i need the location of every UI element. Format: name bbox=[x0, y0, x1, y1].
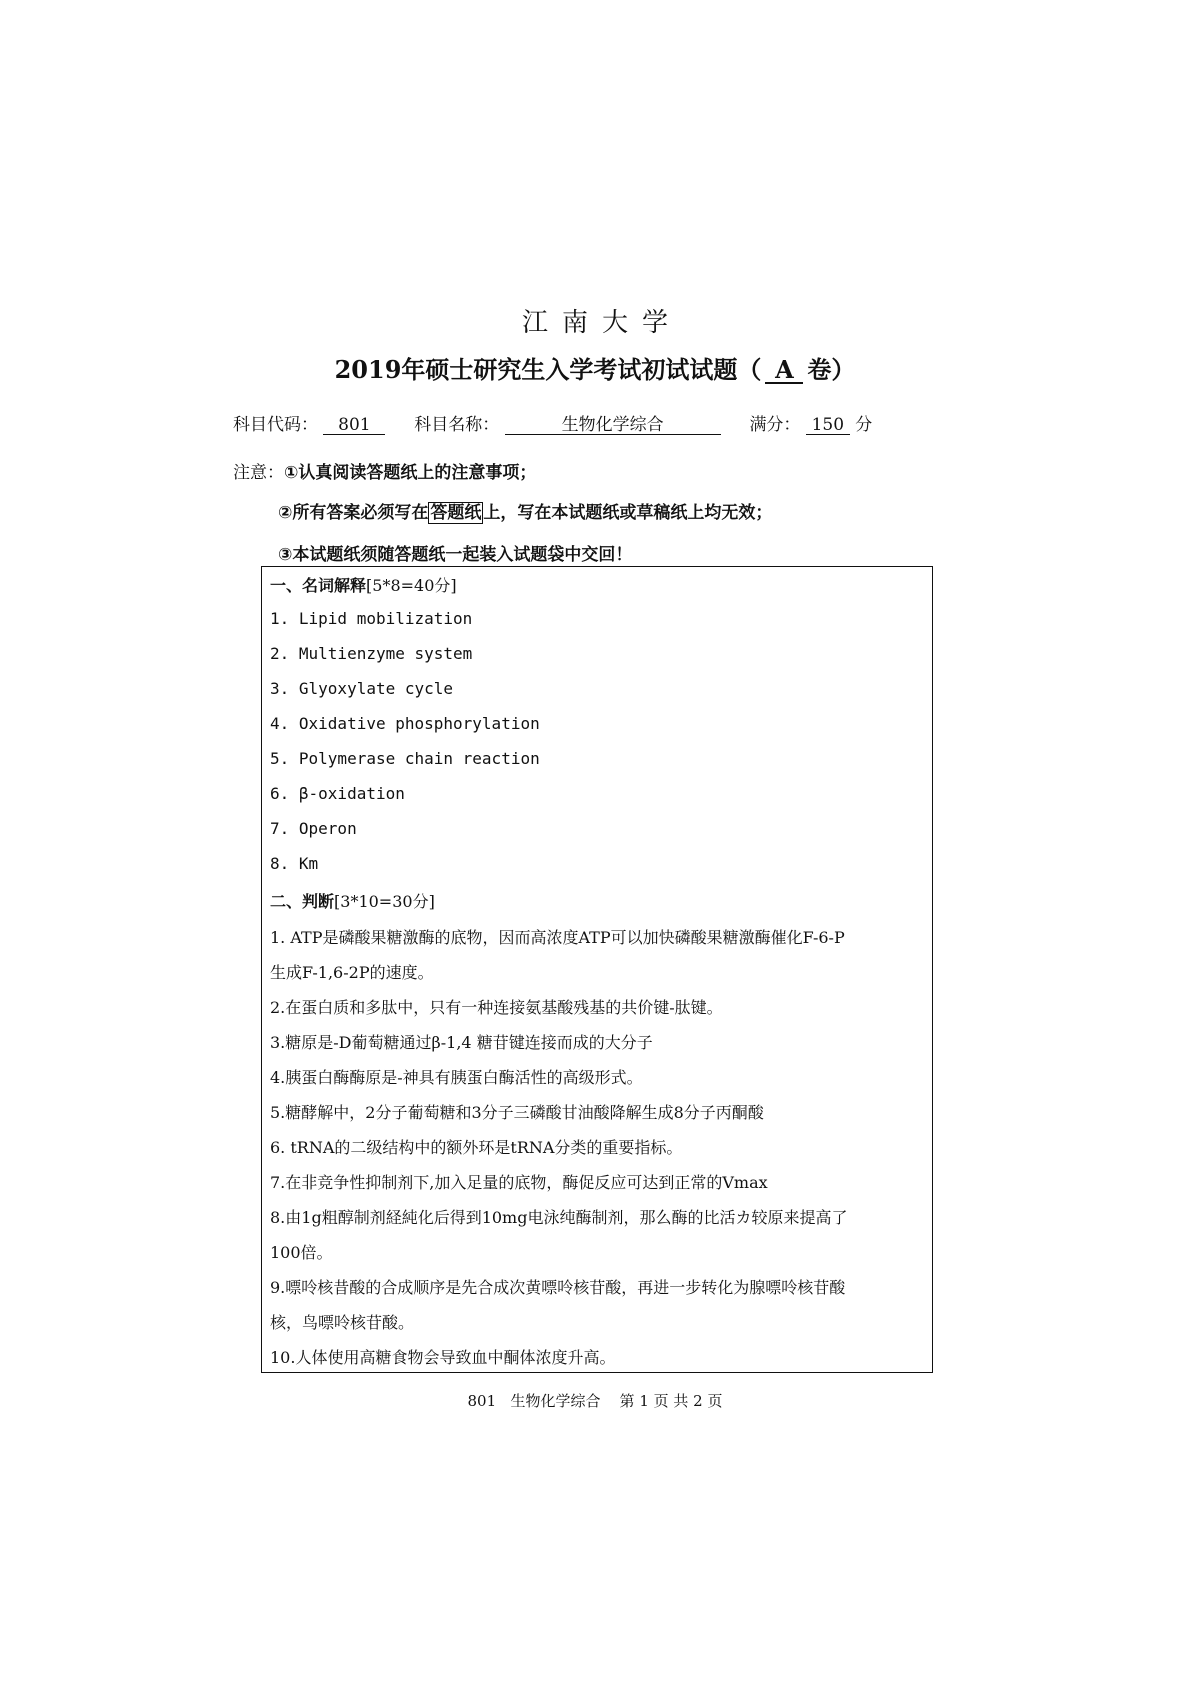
judgement-line: 7.在非竞争性抑制剂下,加入足量的底物，酶促反应可达到正常的Vmax bbox=[270, 1173, 768, 1192]
exam-title-suffix: 卷） bbox=[807, 355, 856, 384]
judgement-line: 8.由1g粗醇制剂経純化后得到10mg电泳纯酶制剂，那么酶的比活カ较原来提高了 bbox=[270, 1208, 848, 1227]
section-2-heading bbox=[270, 889, 435, 912]
notice-line-2 bbox=[278, 498, 772, 523]
term-item: 3. Glyoxylate cycle bbox=[270, 679, 454, 698]
notice-text-3: ③本试题纸须随答题纸一起装入试题袋中交回！ bbox=[278, 545, 633, 565]
term-item: 4. Oxidative phosphorylation bbox=[270, 714, 540, 733]
exam-title-prefix: 2019年硕士研究生入学考试初试试题（ bbox=[334, 355, 762, 384]
judgement-line: 3.糖原是-D葡萄糖通过β-1,4 糖苷键连接而成的大分子 bbox=[270, 1033, 653, 1052]
notice-text-1: ①认真阅读答题纸上的注意事项； bbox=[284, 463, 537, 483]
section-1-title: 一、名词解释 bbox=[270, 576, 367, 595]
term-item: 5. Polymerase chain reaction bbox=[270, 749, 540, 768]
subject-code: 801 bbox=[323, 416, 385, 435]
judgement-line: 100倍。 bbox=[270, 1243, 333, 1262]
notice-text-2-post: 上，写在本试题纸或草稿纸上均无效； bbox=[483, 503, 773, 523]
notice-line-3 bbox=[278, 540, 632, 565]
footer-page: 第 1 页 共 2 页 bbox=[619, 1392, 723, 1410]
page-footer bbox=[0, 1390, 1190, 1411]
judgement-line: 1. ATP是磷酸果糖激酶的底物，因而高浓度ATP可以加快磷酸果糖激酶催化F-6-P bbox=[270, 928, 845, 947]
section-1-score: [5*8=40分] bbox=[366, 576, 457, 595]
section-2-score: [3*10=30分] bbox=[334, 892, 435, 911]
subject-name: 生物化学综合 bbox=[505, 416, 721, 435]
score-label: 满分： bbox=[749, 415, 801, 435]
notice-label: 注意： bbox=[233, 463, 284, 483]
judgement-line: 10.人体使用高糖食物会导致血中酮体浓度升高。 bbox=[270, 1348, 616, 1367]
subject-info bbox=[233, 410, 872, 435]
full-score: 150 bbox=[806, 416, 850, 435]
judgement-line: 9.嘌呤核昔酸的合成顺序是先合成次黄嘌呤核苷酸，再进一步转化为腺嘌呤核苷酸 bbox=[270, 1278, 846, 1297]
footer-code: 801 bbox=[467, 1392, 497, 1410]
judgement-line: 4.胰蛋白酶酶原是-神具有胰蛋白酶活性的高级形式。 bbox=[270, 1068, 643, 1087]
term-item: 1. Lipid mobilization bbox=[270, 609, 473, 628]
judgement-line: 5.糖酵解中，2分子葡萄糖和3分子三磷酸甘油酸降解生成8分子丙酮酸 bbox=[270, 1103, 764, 1122]
term-item: 7. Operon bbox=[270, 819, 357, 838]
question-box bbox=[261, 566, 933, 1373]
answer-sheet-box: 答题纸 bbox=[430, 503, 482, 523]
judgement-line: 生成F-1,6-2P的速度。 bbox=[270, 963, 434, 982]
score-unit: 分 bbox=[855, 415, 873, 435]
notice-line-1 bbox=[233, 458, 536, 483]
notice-text-2-pre: ②所有答案必须写在 bbox=[278, 503, 429, 523]
section-2-title: 二、判断 bbox=[270, 892, 335, 911]
judgement-line: 6. tRNA的二级结构中的额外环是tRNA分类的重要指标。 bbox=[270, 1138, 683, 1157]
term-item: 2. Multienzyme system bbox=[270, 644, 473, 663]
judgement-line: 2.在蛋白质和多肽中，只有一种连接氨基酸残基的共价键-肽键。 bbox=[270, 998, 723, 1017]
name-label: 科目名称： bbox=[414, 415, 500, 435]
term-item: 8. Km bbox=[270, 854, 319, 873]
paper-letter: A bbox=[765, 358, 803, 384]
exam-title bbox=[0, 350, 1190, 385]
section-1-heading bbox=[270, 573, 457, 596]
code-label: 科目代码： bbox=[233, 415, 318, 435]
judgement-line: 核，鸟嘌呤核苷酸。 bbox=[270, 1313, 415, 1332]
university-name: 江南大学 bbox=[521, 308, 682, 338]
term-item: 6. β-oxidation bbox=[270, 784, 405, 803]
footer-subject: 生物化学综合 bbox=[510, 1392, 601, 1410]
